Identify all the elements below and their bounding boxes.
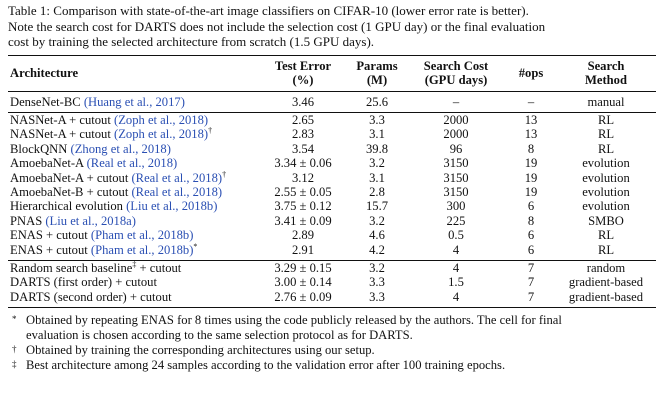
footnote-line: Best architecture among 24 samples according to the validation error after 100 training epochs.: [26, 358, 506, 373]
architecture-name: PNAS: [10, 213, 43, 228]
cell-architecture: [8, 214, 258, 228]
cell-ops: 19: [524, 184, 538, 199]
cell-ops: 8: [527, 213, 535, 228]
citation-link[interactable]: (Zoph et al., 2018): [114, 112, 209, 127]
table-row: [8, 156, 656, 170]
header-params: Params (M): [356, 58, 398, 87]
cell-ops: 7: [527, 260, 535, 275]
cell-search-method: RL: [597, 242, 615, 257]
cell-architecture: [8, 127, 258, 141]
table-row: [8, 142, 656, 156]
footnote-symbol: †: [12, 344, 17, 355]
architecture-name: AmoebaNet-B + cutout: [10, 184, 129, 199]
citation-link[interactable]: (Zoph et al., 2018): [114, 127, 209, 142]
cell-ops: 6: [527, 242, 535, 257]
cell-search-cost: 2000: [443, 127, 469, 142]
cell-search-method: RL: [597, 112, 615, 127]
cell-search-cost: 0.5: [448, 228, 464, 243]
cell-test-error: 3.46: [291, 94, 315, 109]
caption-line-3: cost by training the selected architecture from scratch (1.5 GPU days).: [8, 34, 375, 49]
footnote: [8, 343, 656, 358]
cell-architecture: [8, 243, 258, 261]
footnote-mark: ‡: [132, 259, 137, 269]
cell-test-error: 2.91: [291, 242, 315, 257]
cell-ops: 19: [524, 156, 538, 171]
table-row: [8, 127, 656, 141]
cell-architecture: [8, 199, 258, 213]
table-row: [8, 91, 656, 112]
cell-architecture: [8, 275, 258, 289]
footnote-line: evaluation is chosen according to the same selection protocol as for DARTS.: [26, 328, 413, 343]
cell-test-error: 2.65: [291, 112, 315, 127]
header-ops: #ops: [518, 65, 544, 80]
architecture-name: BlockQNN: [10, 141, 68, 156]
cell-search-method: gradient-based: [568, 275, 644, 290]
footnotes: [8, 313, 656, 373]
table-group-darts: [8, 260, 656, 307]
footnote-mark: *: [193, 241, 198, 251]
citation-link[interactable]: (Pham et al., 2018b): [90, 228, 194, 243]
table-caption: [8, 3, 656, 50]
cell-ops: 13: [524, 127, 538, 142]
cell-architecture: [8, 290, 258, 308]
table-row: [8, 112, 656, 127]
footnote-line: Obtained by repeating ENAS for 8 times using the code publicly released by the authors. The cell for final: [26, 313, 562, 328]
citation-link[interactable]: (Real et al., 2018): [86, 156, 178, 171]
cell-test-error: 3.12: [291, 170, 315, 185]
cell-ops: 6: [527, 199, 535, 214]
cell-params: 3.2: [369, 156, 385, 171]
cell-ops: 7: [527, 275, 535, 290]
cell-params: 25.6: [365, 94, 389, 109]
cell-search-method: evolution: [582, 184, 630, 199]
cell-architecture: [8, 112, 258, 127]
footnote-text: [26, 358, 505, 373]
header-search-method: Search Method: [585, 58, 627, 87]
cell-test-error: 3.41 ± 0.09: [274, 213, 332, 228]
header-architecture: Architecture: [10, 65, 79, 80]
cell-test-error: 2.55 ± 0.05: [274, 184, 332, 199]
cell-params: 3.3: [369, 275, 385, 290]
footnote-symbol: ‡: [12, 359, 17, 370]
caption-line-1: Table 1: Comparison with state-of-the-art image classifiers on CIFAR-10 (lower error rate is better).: [8, 3, 529, 18]
architecture-name: Random search baseline: [10, 260, 133, 275]
table-row: [8, 260, 656, 275]
cell-search-method: evolution: [582, 170, 630, 185]
cell-test-error: 3.75 ± 0.12: [274, 199, 332, 214]
footnote-text: [26, 343, 375, 358]
table-row: [8, 171, 656, 185]
cell-search-cost: 96: [449, 141, 463, 156]
cell-architecture: [8, 228, 258, 242]
cell-test-error: 3.54: [291, 141, 315, 156]
cell-params: 39.8: [365, 141, 389, 156]
cell-search-method: RL: [597, 228, 615, 243]
architecture-name: Hierarchical evolution: [10, 199, 123, 214]
architecture-name: ENAS + cutout: [10, 228, 88, 243]
table-group-manual: [8, 91, 656, 112]
architecture-name: ENAS + cutout: [10, 242, 88, 257]
cell-params: 3.3: [369, 112, 385, 127]
cell-ops: 8: [527, 141, 535, 156]
cell-test-error: 3.29 ± 0.15: [274, 260, 332, 275]
cell-search-cost: 4: [452, 289, 460, 304]
table-group-baselines: [8, 112, 656, 260]
cell-architecture: [8, 260, 258, 275]
comparison-table: [8, 55, 656, 309]
cell-params: 3.3: [369, 289, 385, 304]
citation-link[interactable]: (Huang et al., 2017): [83, 94, 185, 109]
cell-search-method: RL: [597, 141, 615, 156]
table-row: [8, 275, 656, 289]
cell-params: 3.1: [369, 170, 385, 185]
cell-search-method: evolution: [582, 156, 630, 171]
architecture-name: AmoebaNet-A: [10, 156, 84, 171]
footnote: [8, 358, 656, 373]
footnote-text: [26, 313, 562, 343]
header-test-error: Test Error (%): [274, 58, 332, 87]
cell-search-method: gradient-based: [568, 289, 644, 304]
cell-search-cost: 225: [446, 213, 466, 228]
citation-link[interactable]: (Real et al., 2018): [131, 184, 223, 199]
cell-test-error: 3.00 ± 0.14: [274, 275, 332, 290]
cell-architecture: [8, 171, 258, 185]
cell-architecture: [8, 91, 258, 112]
cell-test-error: 2.76 ± 0.09: [274, 289, 332, 304]
cell-search-cost: –: [452, 94, 460, 109]
cell-search-cost: 300: [446, 199, 466, 214]
table-row: [8, 199, 656, 213]
footnote-mark: †: [208, 126, 213, 136]
cell-search-method: RL: [597, 127, 615, 142]
cell-ops: 7: [527, 289, 535, 304]
footnote: [8, 313, 656, 343]
table-header: [8, 55, 656, 91]
citation-link[interactable]: (Liu et al., 2018b): [126, 199, 218, 214]
cell-architecture: [8, 142, 258, 156]
table-row: [8, 228, 656, 242]
architecture-name: DARTS (second order) + cutout: [10, 289, 172, 304]
cell-search-method: evolution: [582, 199, 630, 214]
cell-search-cost: 3150: [443, 156, 469, 171]
cell-search-cost: 3150: [443, 184, 469, 199]
table-row: [8, 185, 656, 199]
cell-ops: 13: [524, 112, 538, 127]
cell-search-method: random: [586, 260, 626, 275]
cell-ops: 19: [524, 170, 538, 185]
cell-search-cost: 4: [452, 242, 460, 257]
citation-link[interactable]: (Liu et al., 2018a): [45, 213, 136, 228]
cell-architecture: [8, 156, 258, 170]
architecture-name: NASNet-A + cutout: [10, 127, 111, 142]
citation-link[interactable]: (Zhong et al., 2018): [70, 141, 171, 156]
header-search-cost: Search Cost (GPU days): [423, 58, 489, 87]
cell-search-cost: 4: [452, 260, 460, 275]
cell-params: 2.8: [369, 184, 385, 199]
cell-params: 4.6: [369, 228, 385, 243]
cell-search-method: manual: [587, 94, 625, 109]
footnote-mark: †: [222, 169, 227, 179]
architecture-suffix: + cutout: [136, 260, 182, 275]
cell-search-method: SMBO: [588, 213, 624, 228]
cell-search-cost: 1.5: [448, 275, 464, 290]
footnote-line: Obtained by training the corresponding architectures using our setup.: [26, 343, 375, 358]
architecture-name: DARTS (first order) + cutout: [10, 275, 157, 290]
cell-params: 3.1: [369, 127, 385, 142]
table-row: [8, 214, 656, 228]
architecture-name: AmoebaNet-A + cutout: [10, 170, 129, 185]
cell-search-cost: 2000: [443, 112, 469, 127]
citation-link[interactable]: (Pham et al., 2018b): [90, 242, 194, 257]
cell-params: 3.2: [369, 260, 385, 275]
table-row: [8, 290, 656, 308]
cell-params: 3.2: [369, 213, 385, 228]
cell-params: 15.7: [365, 199, 389, 214]
architecture-name: NASNet-A + cutout: [10, 112, 111, 127]
citation-link[interactable]: (Real et al., 2018): [131, 170, 223, 185]
cell-params: 4.2: [369, 242, 385, 257]
caption-line-2: Note the search cost for DARTS does not include the selection cost (1 GPU day) or the final evaluation: [8, 18, 546, 34]
footnote-symbol: *: [12, 314, 17, 325]
cell-ops: 6: [527, 228, 535, 243]
cell-test-error: 3.34 ± 0.06: [274, 156, 332, 171]
cell-ops: –: [527, 94, 535, 109]
table-row: [8, 243, 656, 261]
cell-test-error: 2.83: [291, 127, 315, 142]
cell-architecture: [8, 185, 258, 199]
cell-test-error: 2.89: [291, 228, 315, 243]
cell-search-cost: 3150: [443, 170, 469, 185]
architecture-name: DenseNet-BC: [10, 94, 81, 109]
